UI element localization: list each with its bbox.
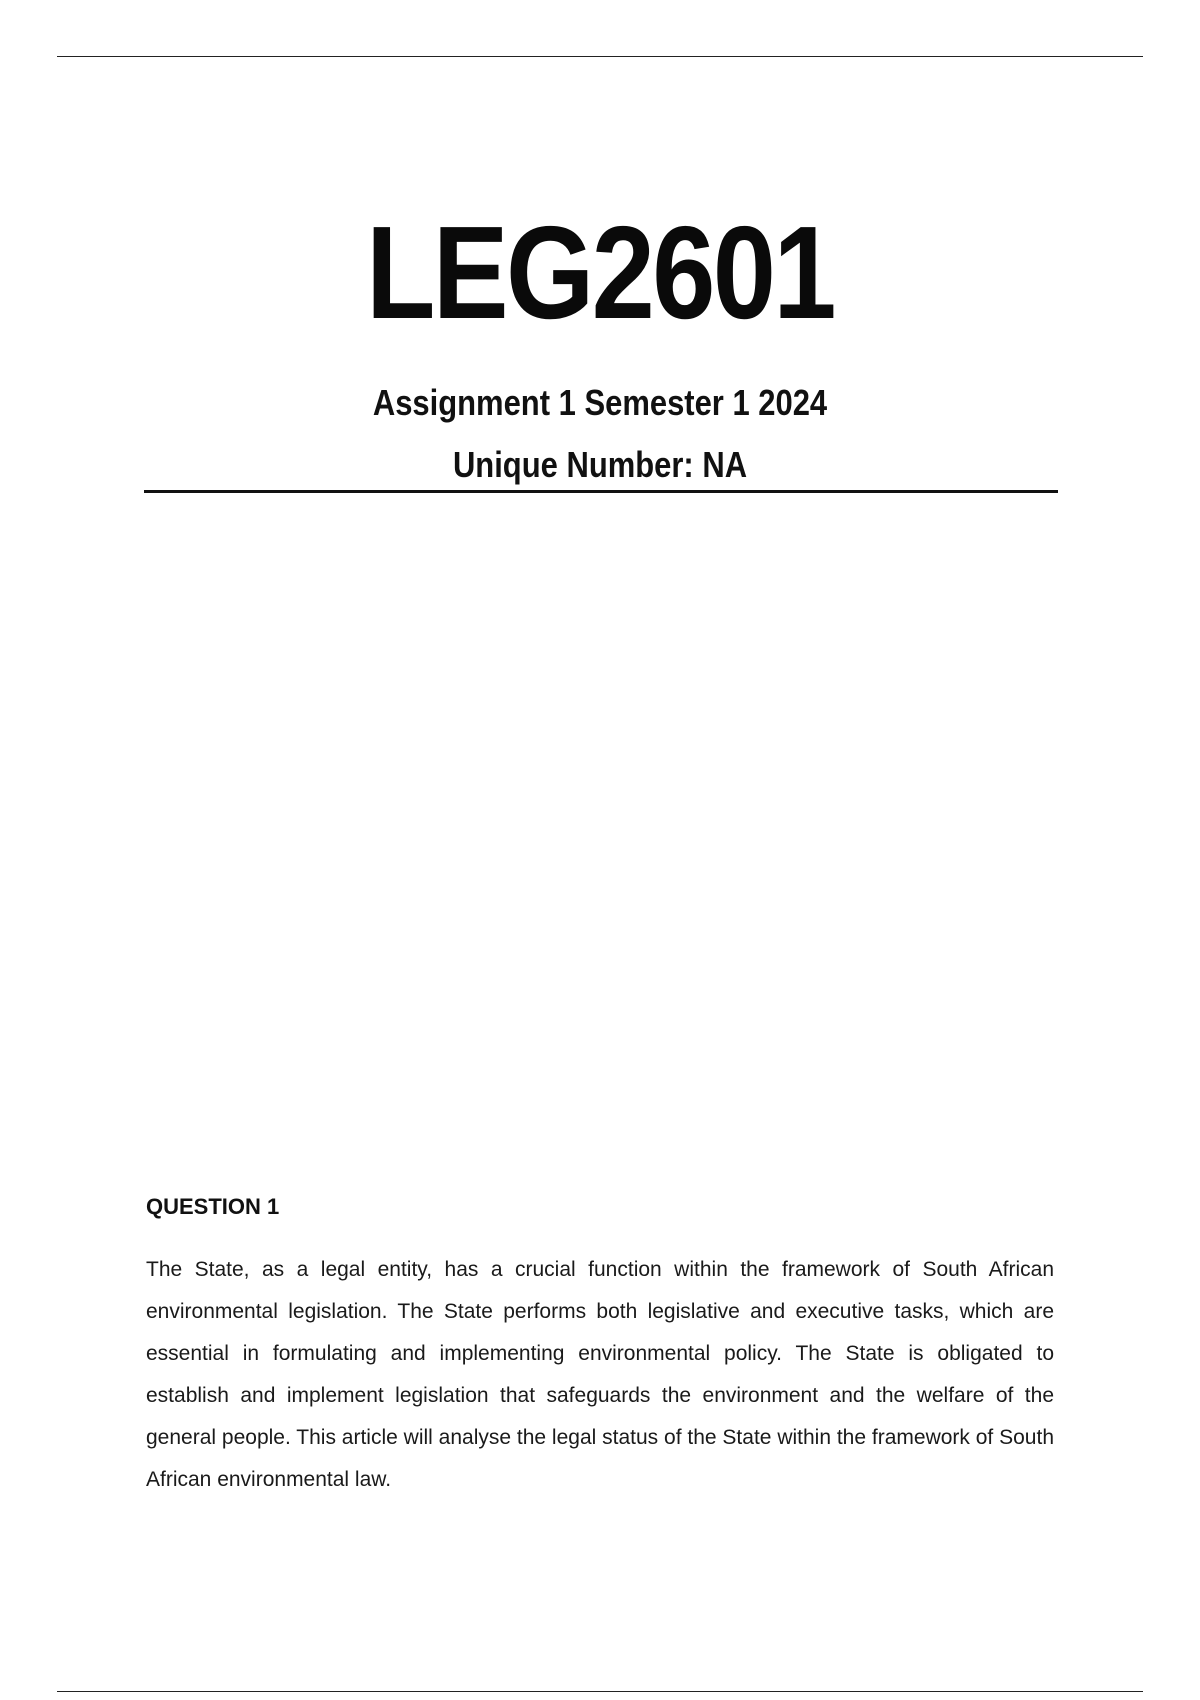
question-heading: QUESTION 1 (146, 1194, 280, 1219)
bottom-rule (57, 1691, 1143, 1692)
assignment-subtitle: Assignment 1 Semester 1 2024 (372, 382, 828, 423)
title-underline-rule (144, 490, 1058, 493)
unique-number-subtitle: Unique Number: NA (452, 444, 748, 485)
top-rule (57, 56, 1143, 57)
question-body-paragraph: The State, as a legal entity, has a crucial function within the framework of South African environmental legislation. The State performs both legislative and executive tasks, which are essential in formulating and implementing environmental policy. The State is obligated to establish and implement legislation that safeguards the environment and the welfare of the general people. This article will analyse the legal status of the State within the framework of South African environmental law. (146, 1258, 1054, 1491)
course-code-title: LEG2601 (366, 199, 834, 346)
